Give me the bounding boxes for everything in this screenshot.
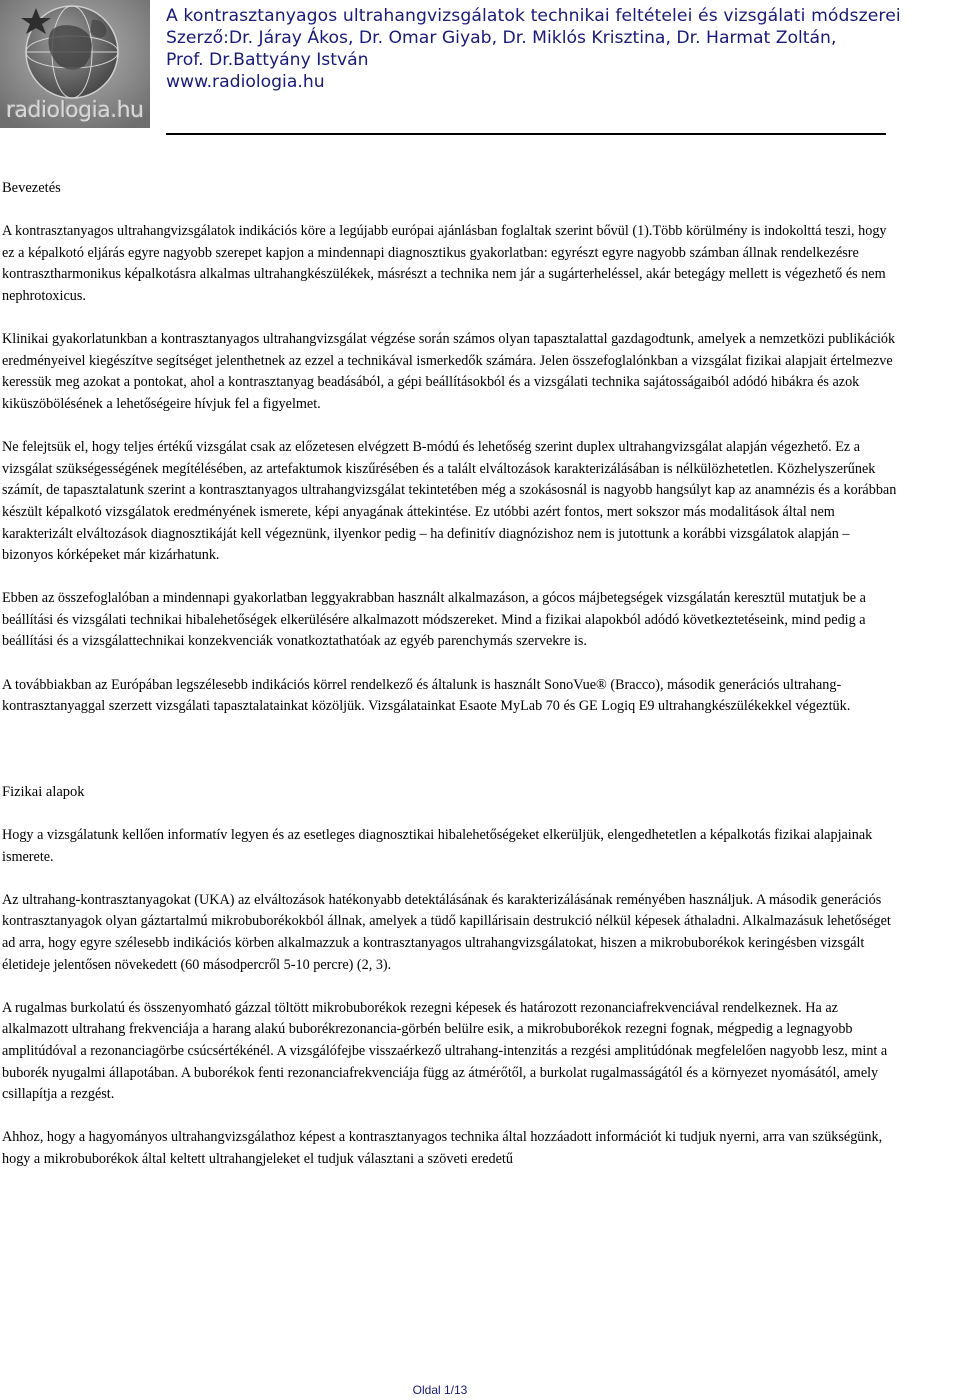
paragraph: A továbbiakban az Európában legszélesebb indikációs körrel rendelkező és általunk is használt SonoVue® (Bracco), második generációs ultrahang-kontrasztanyaggal szerzett vizsgálati tapasztalatainkat közöljük. Vizsgálatainkat Esaote MyLab 70 és GE Logiq E9 ultrahangkészülékekkel végeztük. [2, 676, 851, 715]
section-heading-fizikai-alapok: Fizikai alapok [2, 783, 85, 800]
authors-line-1: Szerző:Dr. Járay Ákos, Dr. Omar Giyab, Dr. Miklós Krisztina, Dr. Harmat Zoltán, [166, 28, 837, 48]
page-number: Oldal 1/13 [412, 1383, 468, 1397]
paragraph: A kontrasztanyagos ultrahangvizsgálatok indikációs köre a legújabb európai ajánlásban foglaltak szerint bővül (1).Több körülmény is indokolttá teszi, hogy ez a képalkotó eljárás egyre nagyobb szerepet kapjon a mindennapi diagnosztikus gyakorlatban: egyrészt egyre nagyobb számban állnak rendelkezésre kontrasztharmonikus képalkotásra alkalmas ultrahangkészülékek, másrészt a technika nem jár a sugárterheléssel, akár betegágy mellett is végezhető és nem nephrotoxicus. [2, 223, 887, 304]
logo-text: radiologia.hu [6, 98, 144, 123]
document-header [166, 5, 960, 93]
paragraph: Ahhoz, hogy a hagyományos ultrahangvizsgálathoz képest a kontrasztanyagos technika által hozzáadott információt ki tudjuk nyerni, arra van szükségünk, hogy a mikrobuborékok által keltett ultrahangjeleket el tudjuk választani a szöveti eredetű [2, 1129, 883, 1167]
paragraph: Ebben az összefoglalóban a mindennapi gyakorlatban leggyakrabban használt alkalmazáson, a gócos májbetegségek vizsgálatán keresztül mutatjuk be a beállítási és vizsgálati technikai hibalehetőségek elkerülésére alkalmazott módszereket. Mind a fizikai alapokból adódó következtetéseink, mind pedig a beállítási és a vizsgálattechnikai konzekvenciák vonatkoztathatóak az egyéb parenchymás szervekre is. [2, 590, 866, 650]
paragraph: Hogy a vizsgálatunk kellően informatív legyen és az esetleges diagnosztikai hibalehetőségeket elkerüljük, elengedhetetlen a képalkotás fizikai alapjainak ismerete. [2, 827, 873, 865]
radiologia-logo [0, 0, 150, 128]
source-url: www.radiologia.hu [166, 72, 325, 92]
authors-line-2: Prof. Dr.Battyány István [166, 50, 369, 70]
paragraph: A rugalmas burkolatú és összenyomható gázzal töltött mikrobuborékok rezegni képesek és határozott rezonanciafrekvenciával rendelkeznek. Ha az alkalmazott ultrahang frekvenciája a harang alakú buborékrezonancia-görbén belülre esik, a mikrobuborékok rezegni fognak, mégpedig a legnagyobb amplitúdóval a rezonanciagörbe csúcsértékénél. A vizsgálófejbe visszaérkező ultrahang-intenzitás a rezgési amplitúdónak megfelelően nagyobb lesz, mint a buborék nyugalmi állapotában. A buborékok fenti rezonanciafrekvenciája függ az átmérőtől, a burkolat rugalmasságától és a környezet nyomásától, amely csillapítja a rezgést. [2, 999, 888, 1103]
header-divider [166, 133, 886, 135]
document-body [2, 178, 902, 1192]
paragraph: Klinikai gyakorlatunkban a kontrasztanyagos ultrahangvizsgálat végzése során számos olyan tapasztalattal gazdagodtunk, amelyek a nemzetközi publikációk eredményeivel kiegészítve segítséget jelenthetnek az ezzel a technikával ismerkedők számára. Jelen összefoglalónkban a vizsgálat fizikai alapjait értelmezve keressük meg azokat a pontokat, ahol a kontrasztanyag beadásából, a gépi beállításokból és a vizsgálati technika sajátosságaiból adódó hibákra és azok kiküszöbölésének a lehetőségeire hívjuk fel a figyelmet. [2, 331, 896, 412]
paragraph: Az ultrahang-kontrasztanyagokat (UKA) az elváltozások hatékonyabb detektálásának és karakterizálásának reményében használjuk. A második generációs kontrasztanyagok olyan gáztartalmú mikrobuborékokból állnak, amelyek a tüdő kapillárisain destrukció nélkül képesek áthaladni. Alkalmazásuk lehetőséget ad arra, hogy egyre szélesebb indikációs körben alkalmazzuk a kontrasztanyagos ultrahangvizsgálatokat, hiszen a mikrobuborékok keringésben vizsgált életideje jelentősen növekedett (60 másodpercről 5-10 percre) (2, 3). [2, 891, 891, 973]
paragraph: Ne felejtsük el, hogy teljes értékű vizsgálat csak az előzetesen elvégzett B-módú és lehetőség szerint duplex ultrahangvizsgálat alapján végezhető. Ez a vizsgálat szükségességének megítélésében, az artefaktumok kiszűrésében és a talált elváltozások karakterizálásában is nélkülözhetetlen. Közhelyszerűnek számít, de tapasztalatunk szerint a kontrasztanyagos ultrahangvizsgálat tekintetében még a szokásosnál is nagyobb hangsúlyt kap az anamnézis és a korábban készült képalkotó vizsgálatok eredményének ismerete, képi anyagának áttekintése. Ez utóbbi azért fontos, mert sokszor más modalitások által nem karakterizált elváltozások diagnosztikáját kell végeznünk, ilyenkor pedig – ha definitív diagnózishoz nem is jutottunk a korábbi vizsgálatok alapján – bizonyos kórképeket már kizárhatunk. [2, 439, 897, 564]
document-title: A kontrasztanyagos ultrahangvizsgálatok technikai feltételei és vizsgálati módszerei [166, 6, 901, 26]
section-heading-bevezetes: Bevezetés [2, 180, 61, 196]
